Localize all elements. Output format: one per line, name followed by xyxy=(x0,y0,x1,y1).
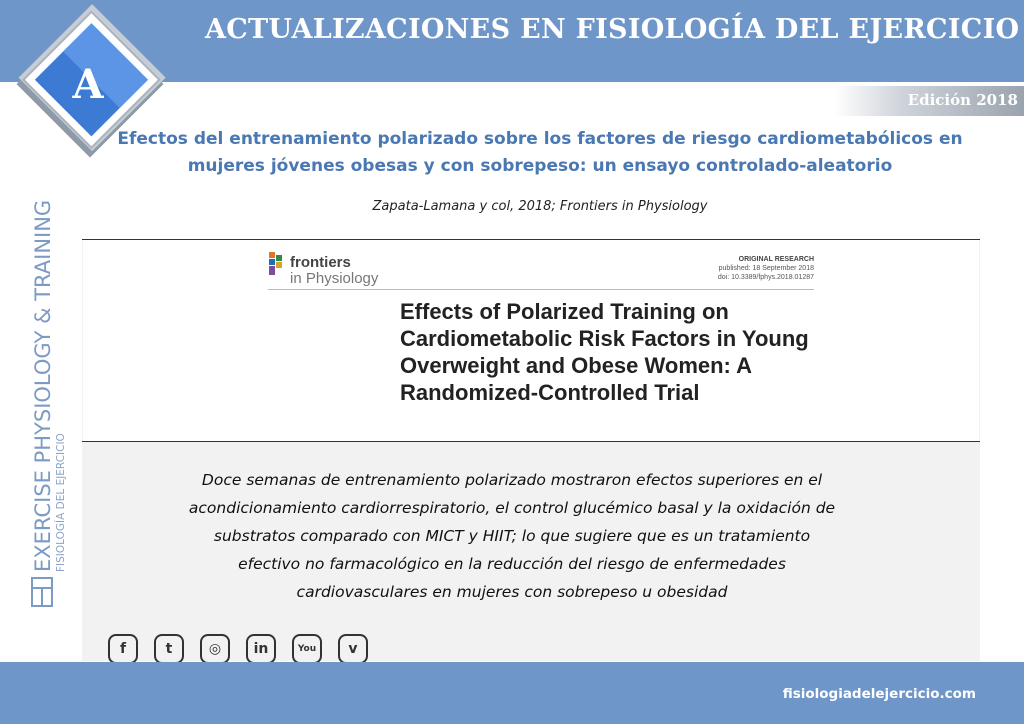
summary-text: Doce semanas de entrenamiento polarizado mostraron efectos superiores en el acondicionamiento cardiorrespiratorio, el control glucémico basal y la oxidación de substratos comparado con MICT y HIIT; lo que sugiere que es un tratamiento efectivo no farmacológico en la reducción del riesgo de enfermedades cardiovasculares en mujeres con sobrepeso u obesidad xyxy=(188,471,836,601)
paper-title: Effects of Polarized Training on Cardiometabolic Risk Factors in Young Overweight and Obese Women: A Randomized-Controlled Trial xyxy=(400,299,809,405)
twitter-icon[interactable]: t xyxy=(154,634,184,664)
frontiers-logo-icon xyxy=(267,251,289,277)
paper-doi: doi: 10.3389/fphys.2018.01287 xyxy=(717,274,814,281)
paper-published: published: 18 September 2018 xyxy=(718,265,814,272)
social-links xyxy=(108,634,368,664)
footer-banner xyxy=(0,662,1024,724)
citation: Zapata-Lamana y col, 2018; Frontiers in Physiology xyxy=(372,199,708,214)
paper-type: ORIGINAL RESEARCH xyxy=(738,256,814,263)
brand-mark-icon xyxy=(32,578,52,606)
page-title: ACTUALIZACIONES EN FISIOLOGÍA DEL EJERCICIO xyxy=(205,14,1020,45)
logo-letter: A xyxy=(72,61,104,108)
side-brand-main: EXERCISE PHYSIOLOGY & TRAINING xyxy=(31,200,55,572)
side-brand-graphic xyxy=(20,200,70,610)
facebook-icon[interactable]: f xyxy=(108,634,138,664)
side-brand-sub: FISIOLOGÍA DEL EJERCICIO xyxy=(55,433,67,572)
journal-subname: in Physiology xyxy=(290,270,379,287)
paper-meta xyxy=(630,255,814,282)
linkedin-icon[interactable]: in xyxy=(246,634,276,664)
article-title: Efectos del entrenamiento polarizado sobre los factores de riesgo cardiometabólicos en mujeres jóvenes obesas y con sobrepeso: un ensayo controlado-aleatorio xyxy=(117,129,963,176)
divider-top xyxy=(82,239,980,240)
journal-name: frontiers xyxy=(290,254,351,271)
youtube-icon[interactable]: You xyxy=(292,634,322,664)
side-brand xyxy=(20,200,70,610)
edition-label: Edición 2018 xyxy=(907,91,1018,109)
instagram-icon[interactable]: ◎ xyxy=(200,634,230,664)
divider-middle xyxy=(82,441,980,442)
paper-header-rule xyxy=(268,289,814,290)
website-link[interactable]: fisiologiadelejercicio.com xyxy=(782,686,976,702)
vimeo-icon[interactable]: v xyxy=(338,634,368,664)
edition-bar xyxy=(834,86,1024,116)
